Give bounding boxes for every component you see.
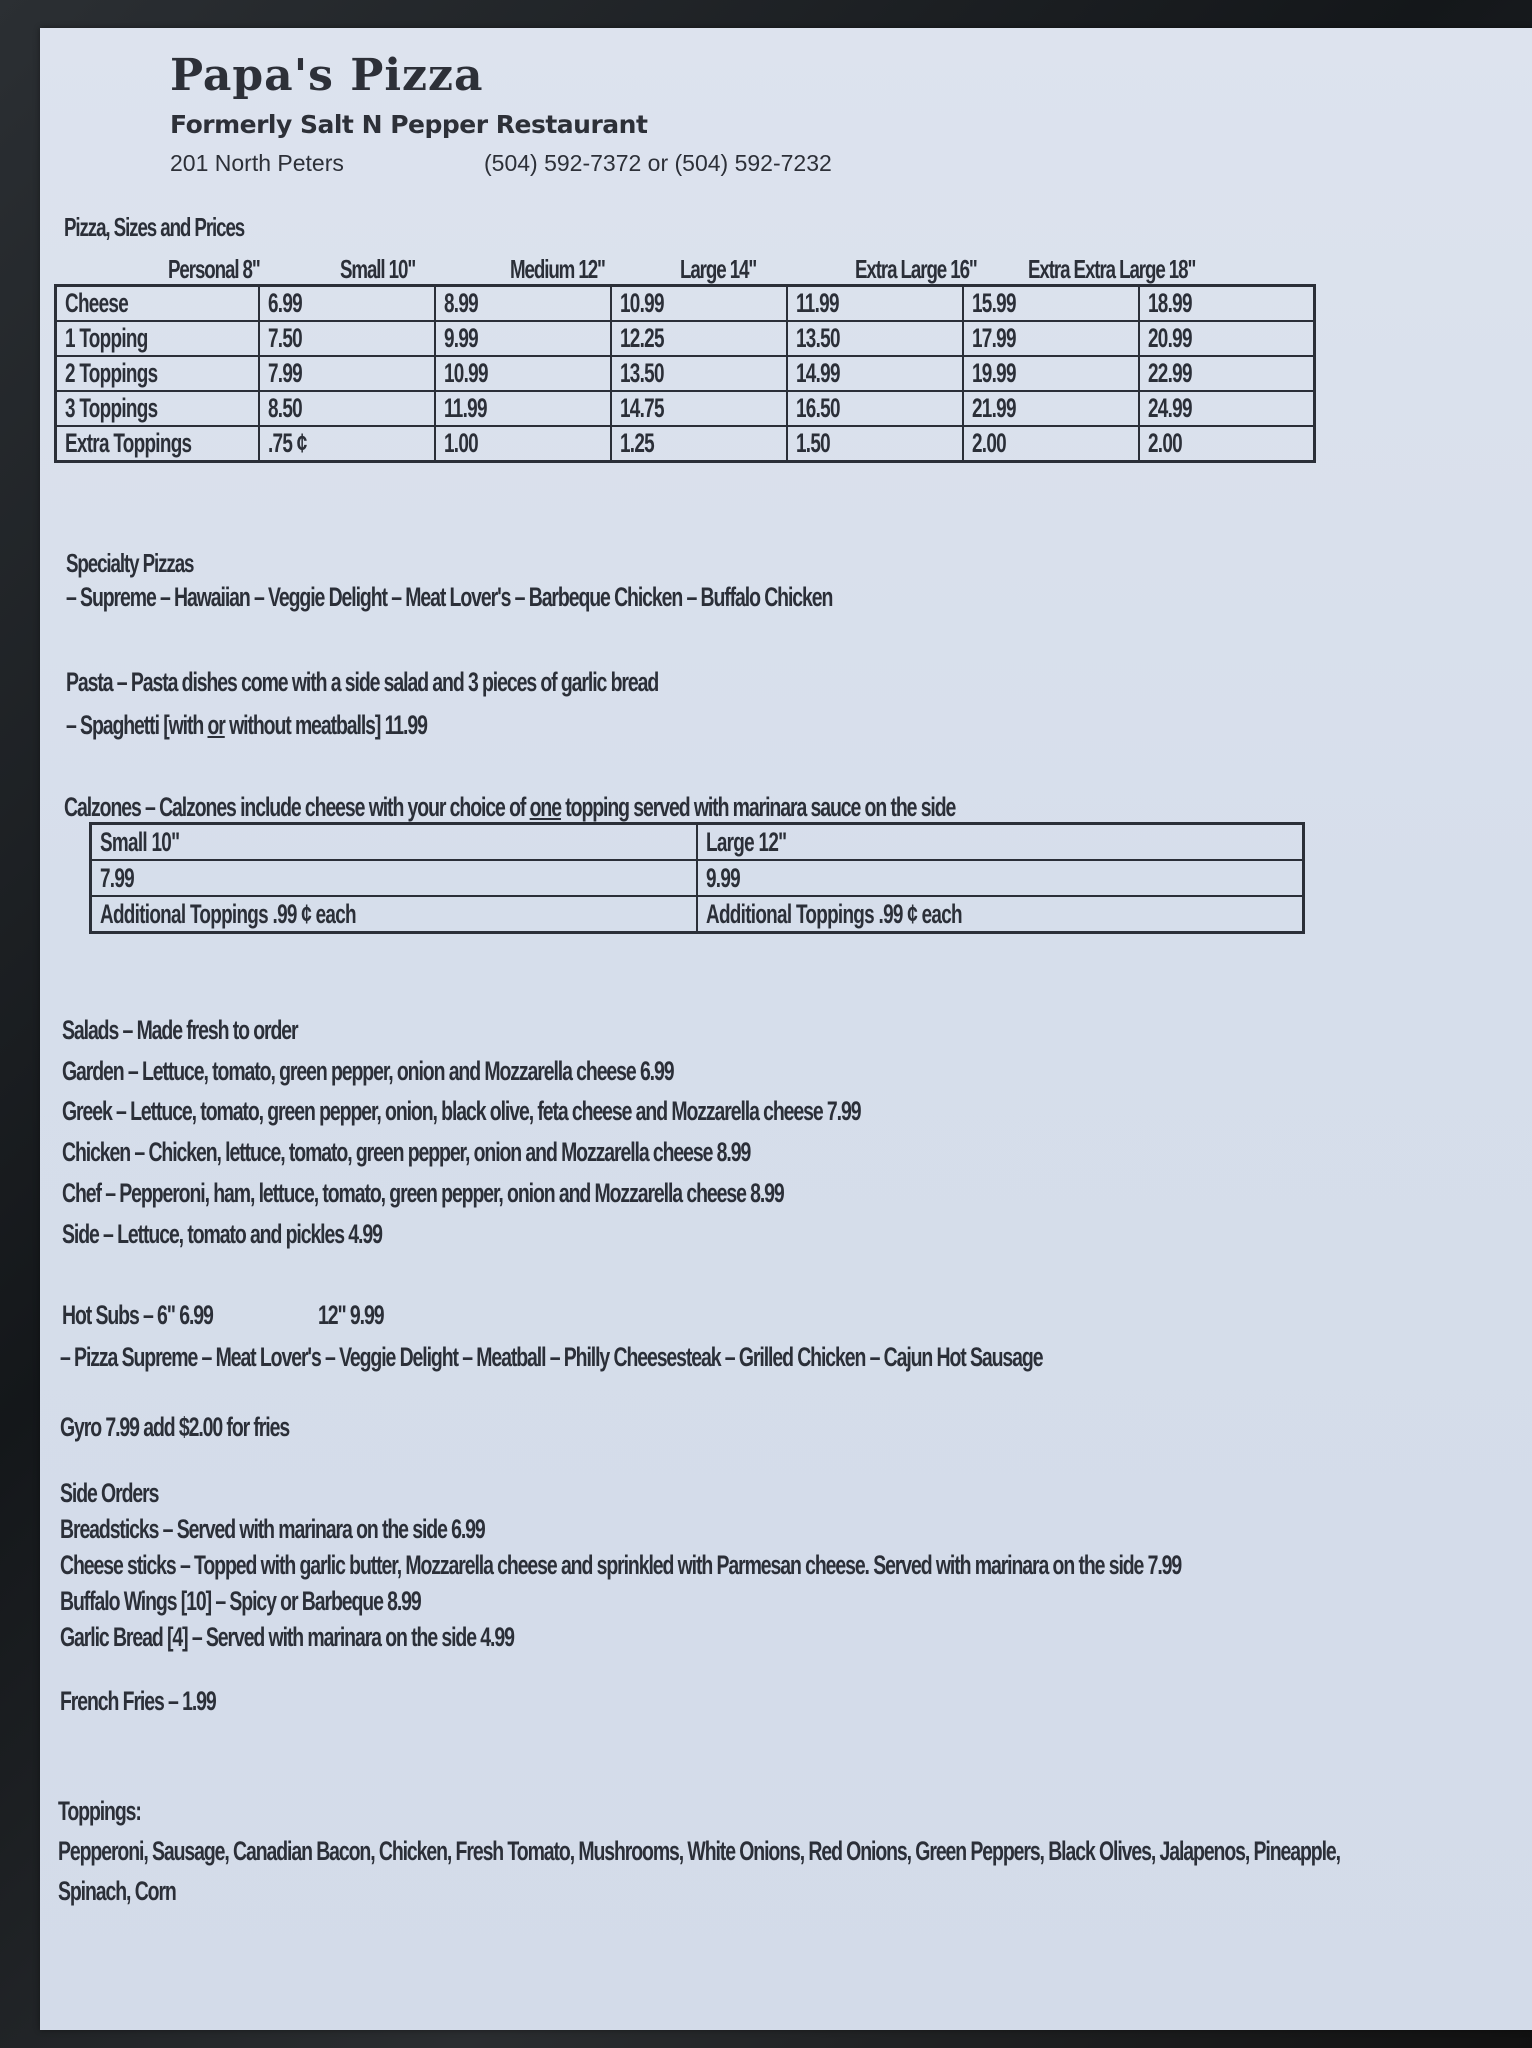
size-label: Large 14" (680, 254, 757, 284)
calzone-cell (91, 860, 698, 896)
salad-item-wrap (62, 1096, 1171, 1127)
restaurant-name: Papa's Pizza (170, 50, 484, 101)
gyro-line: Gyro 7.99 add $2.00 for fries (60, 1412, 290, 1442)
side-item-wrap (60, 1622, 690, 1653)
side-item-wrap (60, 1550, 1532, 1581)
side-item-wrap (60, 1586, 561, 1617)
specialty-title: Specialty Pizzas (66, 548, 194, 578)
pizza-price: 14.99 (795, 358, 840, 388)
calzone-cell (697, 824, 1304, 861)
toppings-line1-wrap (58, 1836, 1532, 1867)
pizza-row-label-cell (56, 286, 260, 322)
pizza-price: .75 ¢ (268, 428, 307, 458)
salad-item-chef: Chef – Pepperoni, ham, lettuce, tomato, green pepper, onion and Mozzarella cheese 8.99 (62, 1178, 784, 1208)
calzone-cell (91, 824, 698, 861)
pizza-price-cell (963, 391, 1139, 426)
pizza-price: 7.50 (268, 323, 303, 353)
pizza-price: 8.99 (443, 288, 478, 318)
pizza-price: 2.00 (971, 428, 1006, 458)
pizza-price-row (56, 391, 1315, 426)
size-header-medium (510, 254, 642, 285)
salad-item-garden: Garden – Lettuce, tomato, green pepper, onion and Mozzarella cheese 6.99 (62, 1056, 674, 1086)
pizza-row-label: 3 Toppings (65, 393, 158, 423)
pizza-price: 11.99 (443, 393, 487, 423)
pizza-price: 12.25 (619, 323, 664, 353)
pizza-price-row (56, 321, 1315, 356)
subs-title-wrap (62, 1300, 271, 1331)
pizza-price-cell (435, 321, 611, 356)
pizza-price-cell (787, 426, 963, 462)
calzones-title-pre: Calzones – Calzones include cheese with your choice of (64, 792, 530, 822)
calzone-small-price: 7.99 (100, 862, 134, 893)
fries-wrap (60, 1686, 276, 1717)
pizza-price: 16.50 (795, 393, 840, 423)
pizza-price-cell (963, 356, 1139, 391)
pizza-price-cell (963, 426, 1139, 462)
specialty-title-wrap (66, 548, 243, 579)
size-header-small (340, 254, 444, 285)
pizza-price: 21.99 (971, 393, 1016, 423)
sides-title: Side Orders (60, 1478, 159, 1508)
size-header-xl (855, 254, 1024, 285)
pasta-title-wrap (66, 667, 888, 698)
pizza-row-label: Extra Toppings (65, 428, 192, 458)
phone-numbers: (504) 592-7372 or (504) 592-7232 (484, 150, 832, 176)
toppings-title: Toppings: (58, 1796, 141, 1826)
pizza-price: 6.99 (268, 288, 303, 318)
calzone-small-extra: Additional Toppings .99 ¢ each (100, 898, 356, 929)
pizza-price: 11.99 (795, 288, 839, 318)
calzone-cell (697, 896, 1304, 933)
pizza-price-cell (259, 321, 435, 356)
pizza-price-cell (259, 286, 435, 322)
pizza-price-row (56, 286, 1315, 322)
pizza-price-cell (963, 286, 1139, 322)
calzone-cell (91, 896, 698, 933)
pizza-price-cell (611, 286, 787, 322)
subs-12-price: 12" 9.99 (318, 1300, 384, 1330)
pizza-price-cell (259, 356, 435, 391)
pizza-price-cell (259, 426, 435, 462)
size-label: Medium 12" (510, 254, 605, 284)
calzones-title-one: one (529, 792, 561, 822)
side-item-french-fries: French Fries – 1.99 (60, 1686, 216, 1716)
side-item-cheese-sticks: Cheese sticks – Topped with garlic butter, Mozzarella cheese and sprinkled with Parmesan cheese. Served with marinara on the side 7.99 (60, 1550, 1182, 1580)
pizza-price: 10.99 (619, 288, 664, 318)
salad-item-wrap (62, 1178, 1064, 1209)
pizza-price: 20.99 (1147, 323, 1192, 353)
pasta-title: Pasta – Pasta dishes come with a side salad and 3 pieces of garlic bread (66, 667, 659, 697)
size-header-large (680, 254, 786, 285)
pizza-price-row (56, 426, 1315, 462)
calzones-title-wrap (64, 792, 1302, 823)
pizza-price: 17.99 (971, 323, 1016, 353)
pizza-row-label-cell (56, 321, 260, 356)
calzone-large-extra: Additional Toppings .99 ¢ each (706, 898, 962, 929)
pizza-price-cell (435, 356, 611, 391)
pizza-row-label: 2 Toppings (65, 358, 158, 388)
formerly-subtitle: Formerly Salt N Pepper Restaurant (170, 110, 648, 139)
salad-item-wrap (62, 1056, 911, 1087)
pizza-price-cell (611, 321, 787, 356)
pizza-price-cell (787, 356, 963, 391)
calzone-large-size: Large 12" (706, 826, 787, 857)
pizza-section-title: Pizza, Sizes and Prices (64, 212, 245, 242)
pizza-price: 2.00 (1147, 428, 1182, 458)
pizza-price: 19.99 (971, 358, 1016, 388)
pasta-item-wrap (66, 710, 567, 741)
toppings-list-line2: Spinach, Corn (58, 1876, 176, 1906)
pizza-price-cell (787, 321, 963, 356)
pizza-price: 15.99 (971, 288, 1016, 318)
pizza-row-label-cell (56, 356, 260, 391)
pizza-price: 10.99 (443, 358, 488, 388)
pizza-price-cell (259, 391, 435, 426)
gyro-wrap (60, 1412, 378, 1443)
pizza-row-label-cell (56, 391, 260, 426)
side-item-wrap (60, 1514, 650, 1545)
salad-item-chicken: Chicken – Chicken, lettuce, tomato, green pepper, onion and Mozzarella cheese 8.99 (62, 1137, 751, 1167)
calzones-title-post: topping served with marinara sauce on the side (560, 792, 956, 822)
salad-item-greek: Greek – Lettuce, tomato, green pepper, onion, black olive, feta cheese and Mozzarella cheese 7.99 (62, 1096, 861, 1126)
specialty-list: – Supreme – Hawaiian – Veggie Delight – Meat Lover's – Barbeque Chicken – Buffalo Chicken (66, 582, 833, 612)
pizza-price-cell (1139, 286, 1315, 322)
pizza-row-label: 1 Topping (65, 323, 148, 353)
salad-item-wrap (62, 1137, 1018, 1168)
subs-list-wrap (60, 1342, 1424, 1373)
subs-list: – Pizza Supreme – Meat Lover's – Veggie Delight – Meatball – Philly Cheesesteak – Grilled Chicken – Cajun Hot Sausage (60, 1342, 1043, 1372)
pizza-price: 7.99 (268, 358, 303, 388)
calzone-large-price: 9.99 (706, 862, 740, 893)
pizza-price-cell (963, 321, 1139, 356)
calzone-price-table (89, 822, 1305, 934)
pizza-price-cell (435, 286, 611, 322)
pizza-price-cell (787, 391, 963, 426)
pizza-price-cell (1139, 391, 1315, 426)
pizza-price-row (56, 356, 1315, 391)
pizza-row-label-cell (56, 426, 260, 462)
pizza-section-title-wrap (64, 212, 314, 243)
pizza-price-cell (611, 356, 787, 391)
pizza-price: 9.99 (443, 323, 478, 353)
toppings-line2-wrap (58, 1876, 222, 1907)
sides-title-wrap (60, 1478, 197, 1509)
subs-title: Hot Subs – 6" 6.99 (62, 1300, 213, 1330)
size-label: Small 10" (340, 254, 416, 284)
subs-12-wrap (318, 1300, 409, 1331)
pizza-price: 1.25 (619, 428, 654, 458)
pizza-price-cell (611, 426, 787, 462)
toppings-title-wrap (58, 1796, 173, 1827)
calzone-small-size: Small 10" (100, 826, 180, 857)
pasta-item (66, 710, 427, 741)
pizza-price: 22.99 (1147, 358, 1192, 388)
pizza-price-cell (1139, 426, 1315, 462)
size-label: Extra Large 16" (855, 254, 977, 284)
salads-title: Salads – Made fresh to order (62, 1015, 298, 1045)
side-item-breadsticks: Breadsticks – Served with marinara on the side 6.99 (60, 1514, 485, 1544)
calzone-cell (697, 860, 1304, 896)
pizza-price-cell (435, 391, 611, 426)
size-label: Extra Extra Large 18" (1028, 254, 1196, 284)
pizza-row-label: Cheese (65, 288, 129, 318)
calzone-size-row (91, 824, 1304, 861)
pizza-price-cell (1139, 321, 1315, 356)
pizza-price-cell (611, 391, 787, 426)
pizza-price-cell (435, 426, 611, 462)
pizza-price-table (54, 284, 1316, 463)
salads-title-wrap (62, 1015, 389, 1046)
calzone-price-row (91, 860, 1304, 896)
pasta-item-post: without meatballs] 11.99 (224, 710, 427, 740)
pizza-price: 1.50 (795, 428, 830, 458)
salad-item-side: Side – Lettuce, tomato and pickles 4.99 (62, 1219, 382, 1249)
pasta-item-pre: – Spaghetti [with (66, 710, 208, 740)
size-label: Personal 8" (168, 254, 260, 284)
pizza-price-cell (1139, 356, 1315, 391)
side-item-buffalo-wings: Buffalo Wings [10] – Spicy or Barbeque 8.99 (60, 1586, 421, 1616)
pasta-item-or: or (207, 710, 225, 740)
pizza-price: 1.00 (443, 428, 478, 458)
size-header-personal (168, 254, 295, 285)
pizza-price: 24.99 (1147, 393, 1192, 423)
pizza-price: 8.50 (268, 393, 303, 423)
pizza-price: 13.50 (619, 358, 664, 388)
side-item-garlic-bread: Garlic Bread [4] – Served with marinara on the side 4.99 (60, 1622, 514, 1652)
salad-item-wrap (62, 1219, 506, 1250)
pizza-price: 14.75 (619, 393, 664, 423)
calzones-title (64, 792, 955, 823)
pizza-price-cell (787, 286, 963, 322)
calzone-extra-row (91, 896, 1304, 933)
address: 201 North Peters (170, 150, 344, 176)
specialty-list-wrap (66, 582, 1130, 613)
pizza-price: 13.50 (795, 323, 840, 353)
pizza-price: 18.99 (1147, 288, 1192, 318)
size-header-xxl (1028, 254, 1260, 285)
toppings-list-line1: Pepperoni, Sausage, Canadian Bacon, Chicken, Fresh Tomato, Mushrooms, White Onions, Red Onions, Green Peppers, Black Olives, Jalapenos, Pineapple, (58, 1836, 1340, 1866)
